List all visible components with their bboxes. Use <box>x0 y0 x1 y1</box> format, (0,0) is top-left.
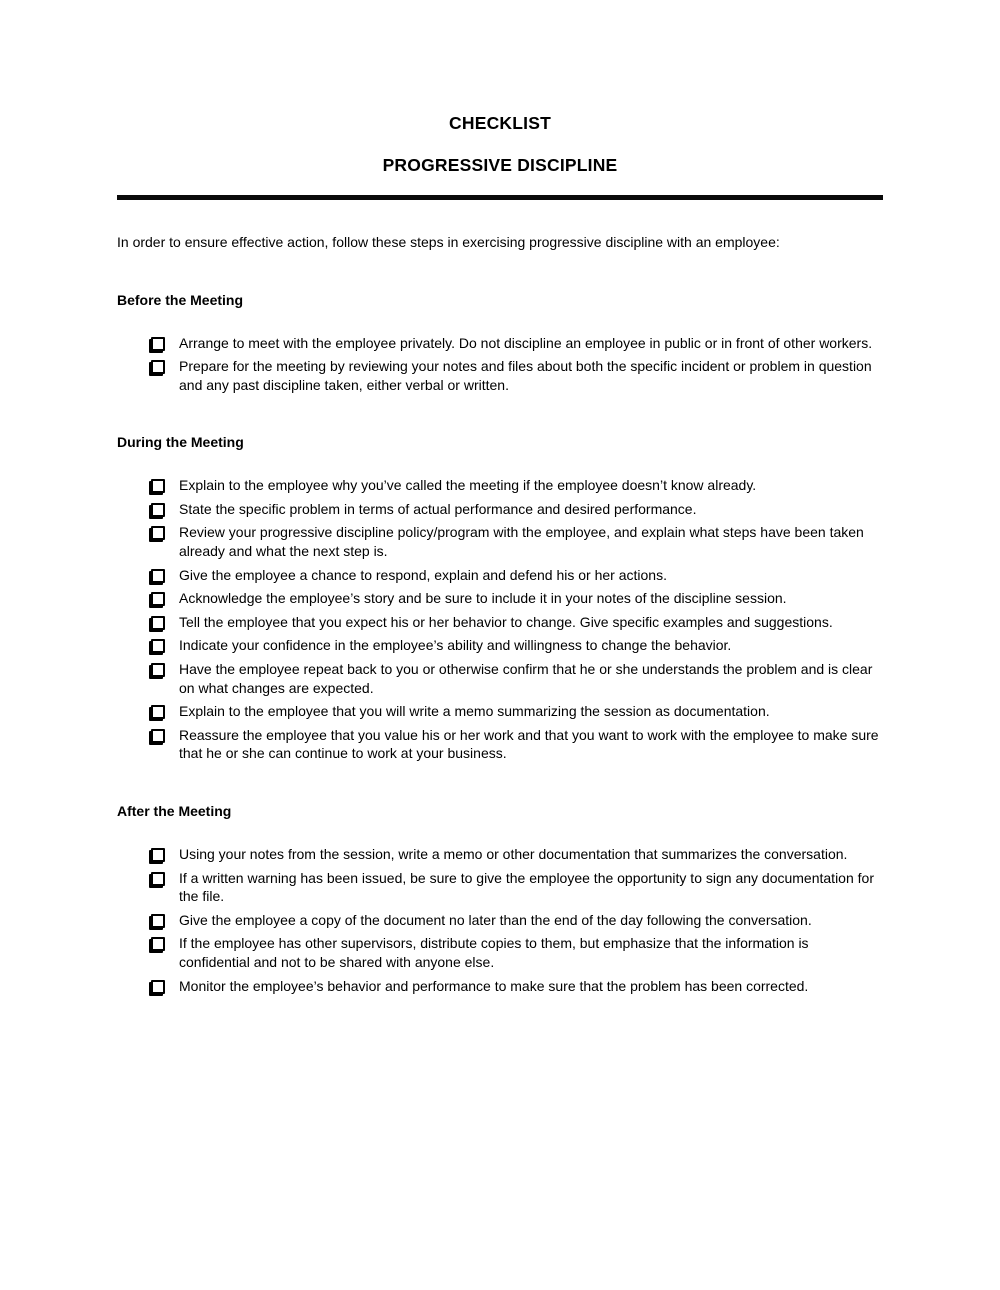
checklist-item <box>149 702 883 721</box>
checklist-item-text: If a written warning has been issued, be sure to give the employee the opportunity to sign any documentation for the file. <box>179 869 874 905</box>
checkbox-icon <box>151 729 165 743</box>
checklist-item <box>149 726 883 763</box>
checklist-item-text: Prepare for the meeting by reviewing your notes and files about both the specific incident or problem in question and any past discipline taken, either verbal or written. <box>179 358 872 393</box>
checklist <box>117 334 883 395</box>
checklist-item-text: If the employee has other supervisors, distribute copies to them, but emphasize that the information is confidential and not to be shared with anyone else. <box>179 935 809 970</box>
checkbox-icon <box>151 616 165 630</box>
checklist-item-text: Arrange to meet with the employee privately. Do not discipline an employee in public or in front of other workers. <box>179 334 873 351</box>
checklist-item <box>149 566 883 585</box>
section-heading: During the Meeting <box>117 434 244 451</box>
checkbox-icon <box>151 479 165 493</box>
checklist-item <box>149 845 883 864</box>
section-heading: Before the Meeting <box>117 291 244 308</box>
checkbox-icon <box>151 937 165 951</box>
checklist-item <box>149 934 883 971</box>
checklist-item-text: Indicate your confidence in the employee’s ability and willingness to change the behavior. <box>179 637 732 654</box>
checkbox-icon <box>151 980 165 994</box>
checkbox-icon <box>151 663 165 677</box>
checklist-item-text: Have the employee repeat back to you or otherwise confirm that he or she understands the problem and is clear on what changes are expected. <box>179 661 873 696</box>
checklist-item <box>149 476 883 495</box>
checklist-item <box>149 660 883 697</box>
checkbox-icon <box>151 914 165 928</box>
checkbox-icon <box>151 569 165 583</box>
checklist-item <box>149 613 883 632</box>
checklist-item-text: Using your notes from the session, write a memo or other documentation that summarizes the conversation. <box>179 846 848 862</box>
checkbox-icon <box>151 592 165 606</box>
checklist-item <box>149 500 883 519</box>
checklist-item <box>149 334 883 353</box>
section-during-the-meeting <box>117 433 883 763</box>
section-heading: After the Meeting <box>117 803 232 819</box>
checklist-item-text: Acknowledge the employee’s story and be sure to include it in your notes of the discipline session. <box>179 590 787 607</box>
checklist-item-text: Monitor the employee’s behavior and performance to make sure that the problem has been corrected. <box>179 977 809 994</box>
checklist-item <box>149 523 883 560</box>
checklist-item <box>149 357 883 394</box>
checklist-item-text: Explain to the employee that you will write a memo summarizing the session as documentation. <box>179 703 770 720</box>
section-before-the-meeting <box>117 291 883 395</box>
checkbox-icon <box>151 337 165 351</box>
checklist-item-text: Explain to the employee why you’ve called the meeting if the employee doesn’t know already. <box>179 477 757 494</box>
page-title: CHECKLIST <box>449 113 551 133</box>
intro-paragraph: In order to ensure effective action, follow these steps in exercising progressive discipline with an employee: <box>117 233 780 250</box>
checklist-item <box>149 636 883 655</box>
page-subtitle: PROGRESSIVE DISCIPLINE <box>382 155 618 175</box>
sections-container <box>117 291 883 996</box>
checklist-item <box>149 869 883 906</box>
checklist-item-text: Give the employee a copy of the document no later than the end of the day following the conversation. <box>179 911 812 928</box>
checklist-item-text: Give the employee a chance to respond, explain and defend his or her actions. <box>179 566 667 583</box>
checkbox-icon <box>151 705 165 719</box>
checkbox-icon <box>151 360 165 374</box>
checklist <box>117 476 883 763</box>
checklist-item-text: Review your progressive discipline policy/program with the employee, and explain what steps have been taken already and what the next step is. <box>179 524 864 560</box>
checklist-item <box>149 589 883 608</box>
checklist-item-text: Tell the employee that you expect his or her behavior to change. Give specific examples and suggestions. <box>179 613 833 630</box>
checklist-item <box>149 911 883 930</box>
checklist <box>117 845 883 995</box>
checkbox-icon <box>151 848 165 862</box>
checklist-item-text: Reassure the employee that you value his or her work and that you want to work with the employee to make sure that he or she can continue to work at your business. <box>179 726 879 762</box>
checklist-item <box>149 977 883 996</box>
checkbox-icon <box>151 526 165 540</box>
checkbox-icon <box>151 872 165 886</box>
checklist-item-text: State the specific problem in terms of actual performance and desired performance. <box>179 500 697 517</box>
checkbox-icon <box>151 503 165 517</box>
title-divider <box>117 195 883 200</box>
section-after-the-meeting <box>117 802 883 995</box>
checkbox-icon <box>151 639 165 653</box>
